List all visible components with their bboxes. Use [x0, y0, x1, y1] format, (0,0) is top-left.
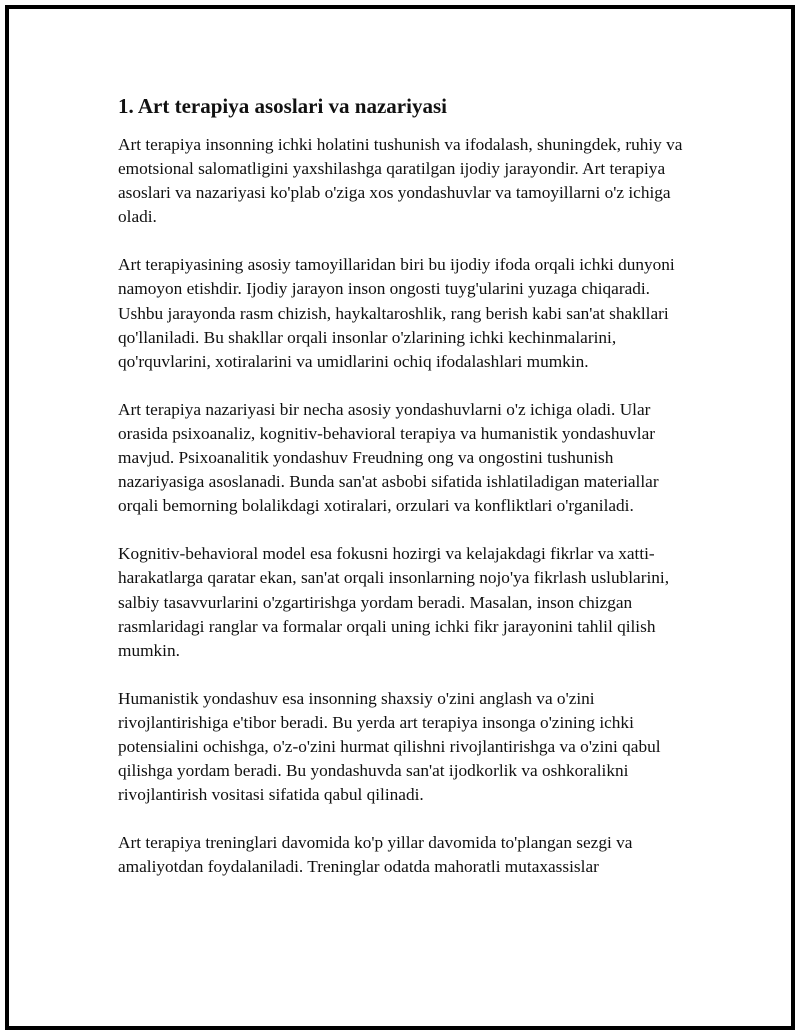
section-heading: 1. Art terapiya asoslari va nazariyasi [118, 94, 447, 118]
paragraph-trainings: Art terapiya treninglari davomida ko'p yillar davomida to'plangan sezgi va amaliyotdan foydalaniladi. Treninglar odatda mahoratli mutaxassislar [118, 833, 633, 877]
paragraph-principles: Art terapiyasining asosiy tamoyillaridan biri bu ijodiy ifoda orqali ichki dunyoni namoyon etishdir. Ijodiy jarayon inson ongosti tuyg'ularini yuzaga chiqaradi. Ushbu jarayonda rasm chizish, haykaltaroshlik, rang berish kabi san'at shakllari qo'llaniladi. Bu shakllar orqali insonlar o'zlarining ichki kechinmalarini, qo'rquvlarini, xotiralarini va umidlarini ochiq ifodalashlari mumkin. [118, 255, 675, 371]
paragraph-cognitive-behavioral: Kognitiv-behavioral model esa fokusni hozirgi va kelajakdagi fikrlar va xatti-harakatlarga qaratar ekan, san'at orqali insonlarning nojo'ya fikrlash uslublarini, salbiy tasavvurlarini o'zgartirishga yordam beradi. Masalan, inson chizgan rasmlaridagi ranglar va formalar orqali uning ichki fikr jarayonini tahlil qilish mumkin. [118, 544, 670, 660]
paragraph-humanistic: Humanistik yondashuv esa insonning shaxsiy o'zini anglash va o'zini rivojlantirishiga e'tibor beradi. Bu yerda art terapiya insonga o'zining ichki potensialini ochishga, o'z-o'zini hurmat qilishni rivojlantirishga va o'zini qabul qilishga yordam beradi. Bu yondashuvda san'at ijodkorlik va oshkoralikni rivojlantirish vositasi sifatida qabul qilinadi. [118, 688, 661, 805]
paragraph-theory: Art terapiya nazariyasi bir necha asosiy yondashuvlarni o'z ichiga oladi. Ular orasida psixoanaliz, kognitiv-behavioral terapiya va humanistik yondashuvlar mavjud. Psixoanalitik yondashuv Freudning ong va ongostini tushunish nazariyasiga asoslanadi. Bunda san'at asbobi sifatida ishlatiladigan materiallar orqali bemorning bolalikdagi xotiralari, orzulari va konfliktlari o'rganiladi. [118, 399, 659, 516]
document-body [118, 92, 688, 903]
paragraph-intro: Art terapiya insonning ichki holatini tushunish va ifodalash, shuningdek, ruhiy va emotsional salomatligini yaxshilashga qaratilgan ijodiy jarayondir. Art terapiya asoslari va nazariyasi ko'plab o'ziga xos yondashuvlar va tamoyillarni o'z ichiga oladi. [118, 135, 683, 227]
